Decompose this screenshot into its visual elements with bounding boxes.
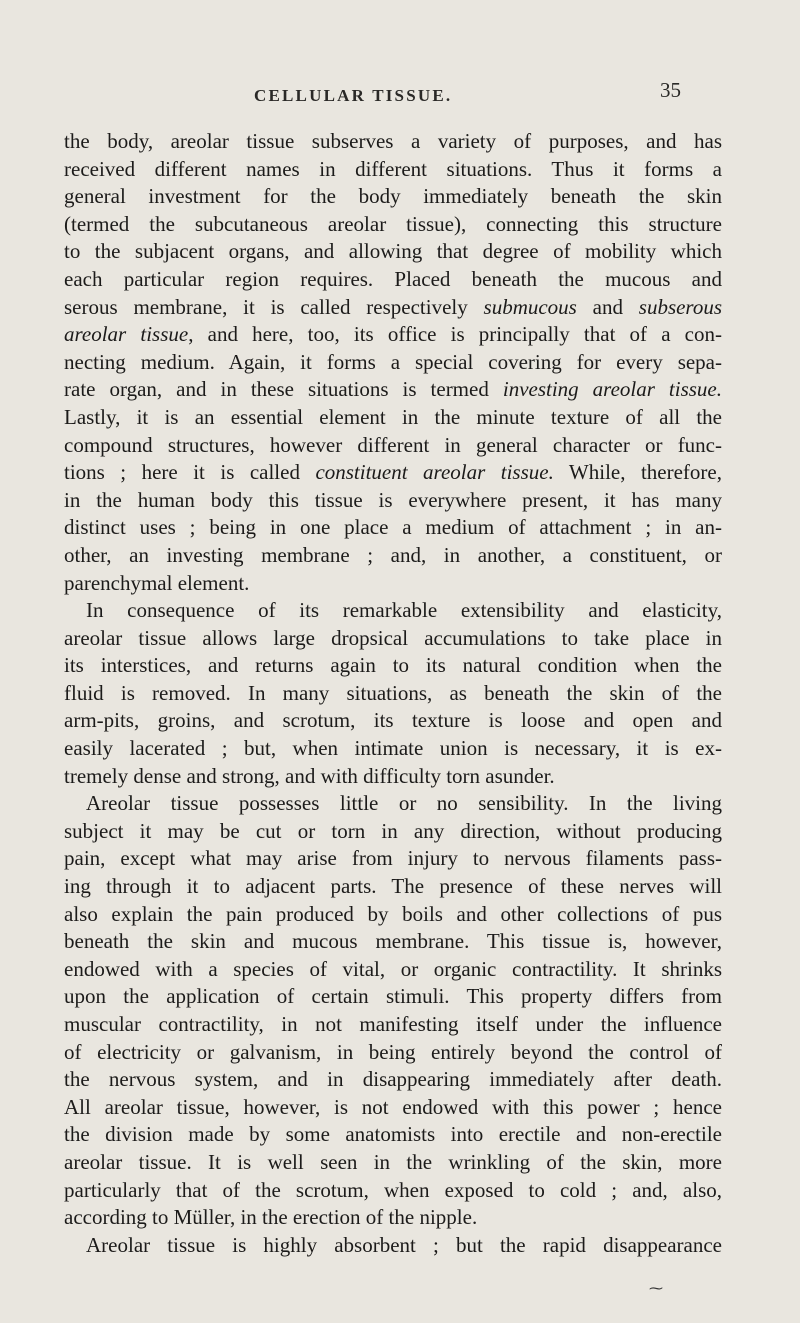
printer-mark: ⁓ [649, 1282, 663, 1297]
text-segment: muscular contractility, in not manifesting itself under the influence [64, 1012, 722, 1036]
text-line [64, 432, 722, 460]
text-segment: received different names in different situations. Thus it forms a [64, 156, 722, 181]
text-line [64, 183, 722, 211]
text-segment: of electricity or galvanism, in being entirely beyond the control of [64, 1039, 722, 1064]
text-segment: While, therefore, [553, 460, 722, 485]
text-line [64, 652, 722, 680]
text-line [64, 818, 722, 846]
text-line [64, 376, 722, 404]
text-segment: Lastly, it is an essential element in the minute texture of all the [64, 404, 722, 429]
text-line [64, 487, 722, 515]
text-segment: , and here, too, its office is principally that of a con- [188, 322, 722, 347]
italic-term: areolar tissue [64, 322, 189, 347]
text-line [64, 1094, 722, 1122]
text-segment: according to Müller, in the erection of the nipple. [64, 1205, 478, 1230]
text-segment: ing through it to adjacent parts. The presence of these nerves will [64, 874, 722, 899]
text-line [64, 404, 722, 432]
italic-term: submucous [483, 294, 577, 319]
text-segment: in the human body this tissue is everywhere present, it has many [64, 487, 722, 512]
text-segment: the body, areolar tissue subserves a variety of purposes, and has [64, 129, 722, 153]
text-line [64, 707, 722, 735]
text-segment: the division made by some anatomists into erectile and non-erectile [64, 1122, 722, 1147]
text-line [64, 238, 722, 266]
text-segment: In consequence of its remarkable extensibility and elasticity, [86, 598, 722, 623]
text-line [64, 1204, 722, 1232]
text-line [64, 1039, 722, 1067]
text-line [64, 983, 722, 1011]
text-segment: pain, except what may arise from injury to nervous filaments pass- [64, 846, 722, 871]
text-segment: serous membrane, it is called respectively [64, 294, 484, 319]
body-text [64, 128, 722, 1259]
text-segment: its interstices, and returns again to its natural condition when the [64, 653, 722, 678]
text-line [64, 956, 722, 984]
text-segment: also explain the pain produced by boils and other collections of pus [64, 901, 722, 926]
text-segment: necting medium. Again, it forms a special covering for every sepa- [64, 349, 722, 374]
text-segment: endowed with a species of vital, or organic contractility. It shrinks [64, 956, 722, 981]
text-line [64, 321, 722, 349]
text-line [64, 542, 722, 570]
text-line [64, 597, 722, 625]
running-head [0, 78, 800, 108]
text-segment: and [576, 294, 639, 319]
page-title: CELLULAR TISSUE. [254, 86, 453, 105]
text-line [64, 928, 722, 956]
text-segment: upon the application of certain stimuli. This property differs from [64, 984, 722, 1009]
text-segment: arm-pits, groins, and scrotum, its texture is loose and open and [64, 708, 722, 733]
text-segment: beneath the skin and mucous membrane. This tissue is, however, [64, 929, 722, 954]
text-line [64, 156, 722, 184]
text-segment: each particular region requires. Placed beneath the mucous and [64, 266, 722, 291]
text-segment: All areolar tissue, however, is not endowed with this power ; hence [64, 1094, 722, 1119]
text-line [64, 1177, 722, 1205]
page-number: 35 [660, 78, 681, 102]
text-line [64, 763, 722, 791]
text-line [64, 570, 722, 598]
text-segment: (termed the subcutaneous areolar tissue), connecting this structure [64, 211, 722, 236]
text-line [64, 1232, 722, 1260]
text-line [64, 790, 722, 818]
text-line [64, 625, 722, 653]
text-line [64, 211, 722, 239]
text-segment: other, an investing membrane ; and, in another, a constituent, or [64, 542, 722, 567]
italic-term: investing areolar tissue. [502, 377, 722, 402]
text-line [64, 459, 722, 487]
text-line [64, 1121, 722, 1149]
text-line [64, 873, 722, 901]
text-segment: Areolar tissue possesses little or no sensibility. In the living [86, 791, 722, 816]
text-line [64, 128, 722, 156]
text-segment: the nervous system, and in disappearing immediately after death. [64, 1067, 722, 1092]
text-line [64, 901, 722, 929]
text-line [64, 349, 722, 377]
text-line [64, 735, 722, 763]
text-line [64, 1011, 722, 1039]
text-segment: areolar tissue. It is well seen in the wrinkling of the skin, more [64, 1149, 722, 1174]
text-segment: parenchymal element. [64, 570, 250, 595]
text-segment: distinct uses ; being in one place a medium of attachment ; in an- [64, 515, 722, 540]
text-line [64, 845, 722, 873]
text-segment: fluid is removed. In many situations, as beneath the skin of the [64, 680, 722, 705]
italic-term: constituent areolar tissue. [315, 460, 554, 485]
italic-term: subserous [638, 294, 722, 319]
text-line [64, 1066, 722, 1094]
text-segment: areolar tissue allows large dropsical accumulations to take place in [64, 625, 722, 650]
text-line [64, 514, 722, 542]
text-segment: subject it may be cut or torn in any direction, without producing [64, 818, 722, 843]
text-segment: tremely dense and strong, and with difficulty torn asunder. [64, 763, 555, 788]
text-line [64, 1149, 722, 1177]
text-segment: Areolar tissue is highly absorbent ; but the rapid disappearance [86, 1232, 722, 1257]
text-segment: general investment for the body immediately beneath the skin [64, 184, 722, 209]
text-line [64, 294, 722, 322]
text-segment: tions ; here it is called [64, 460, 316, 485]
text-segment: easily lacerated ; but, when intimate union is necessary, it is ex- [64, 736, 722, 761]
text-segment: compound structures, however different in general character or func- [64, 432, 722, 457]
text-segment: particularly that of the scrotum, when exposed to cold ; and, also, [64, 1177, 722, 1202]
text-segment: to the subjacent organs, and allowing that degree of mobility which [64, 239, 722, 264]
text-segment: rate organ, and in these situations is termed [64, 377, 503, 402]
text-line [64, 680, 722, 708]
text-line [64, 266, 722, 294]
